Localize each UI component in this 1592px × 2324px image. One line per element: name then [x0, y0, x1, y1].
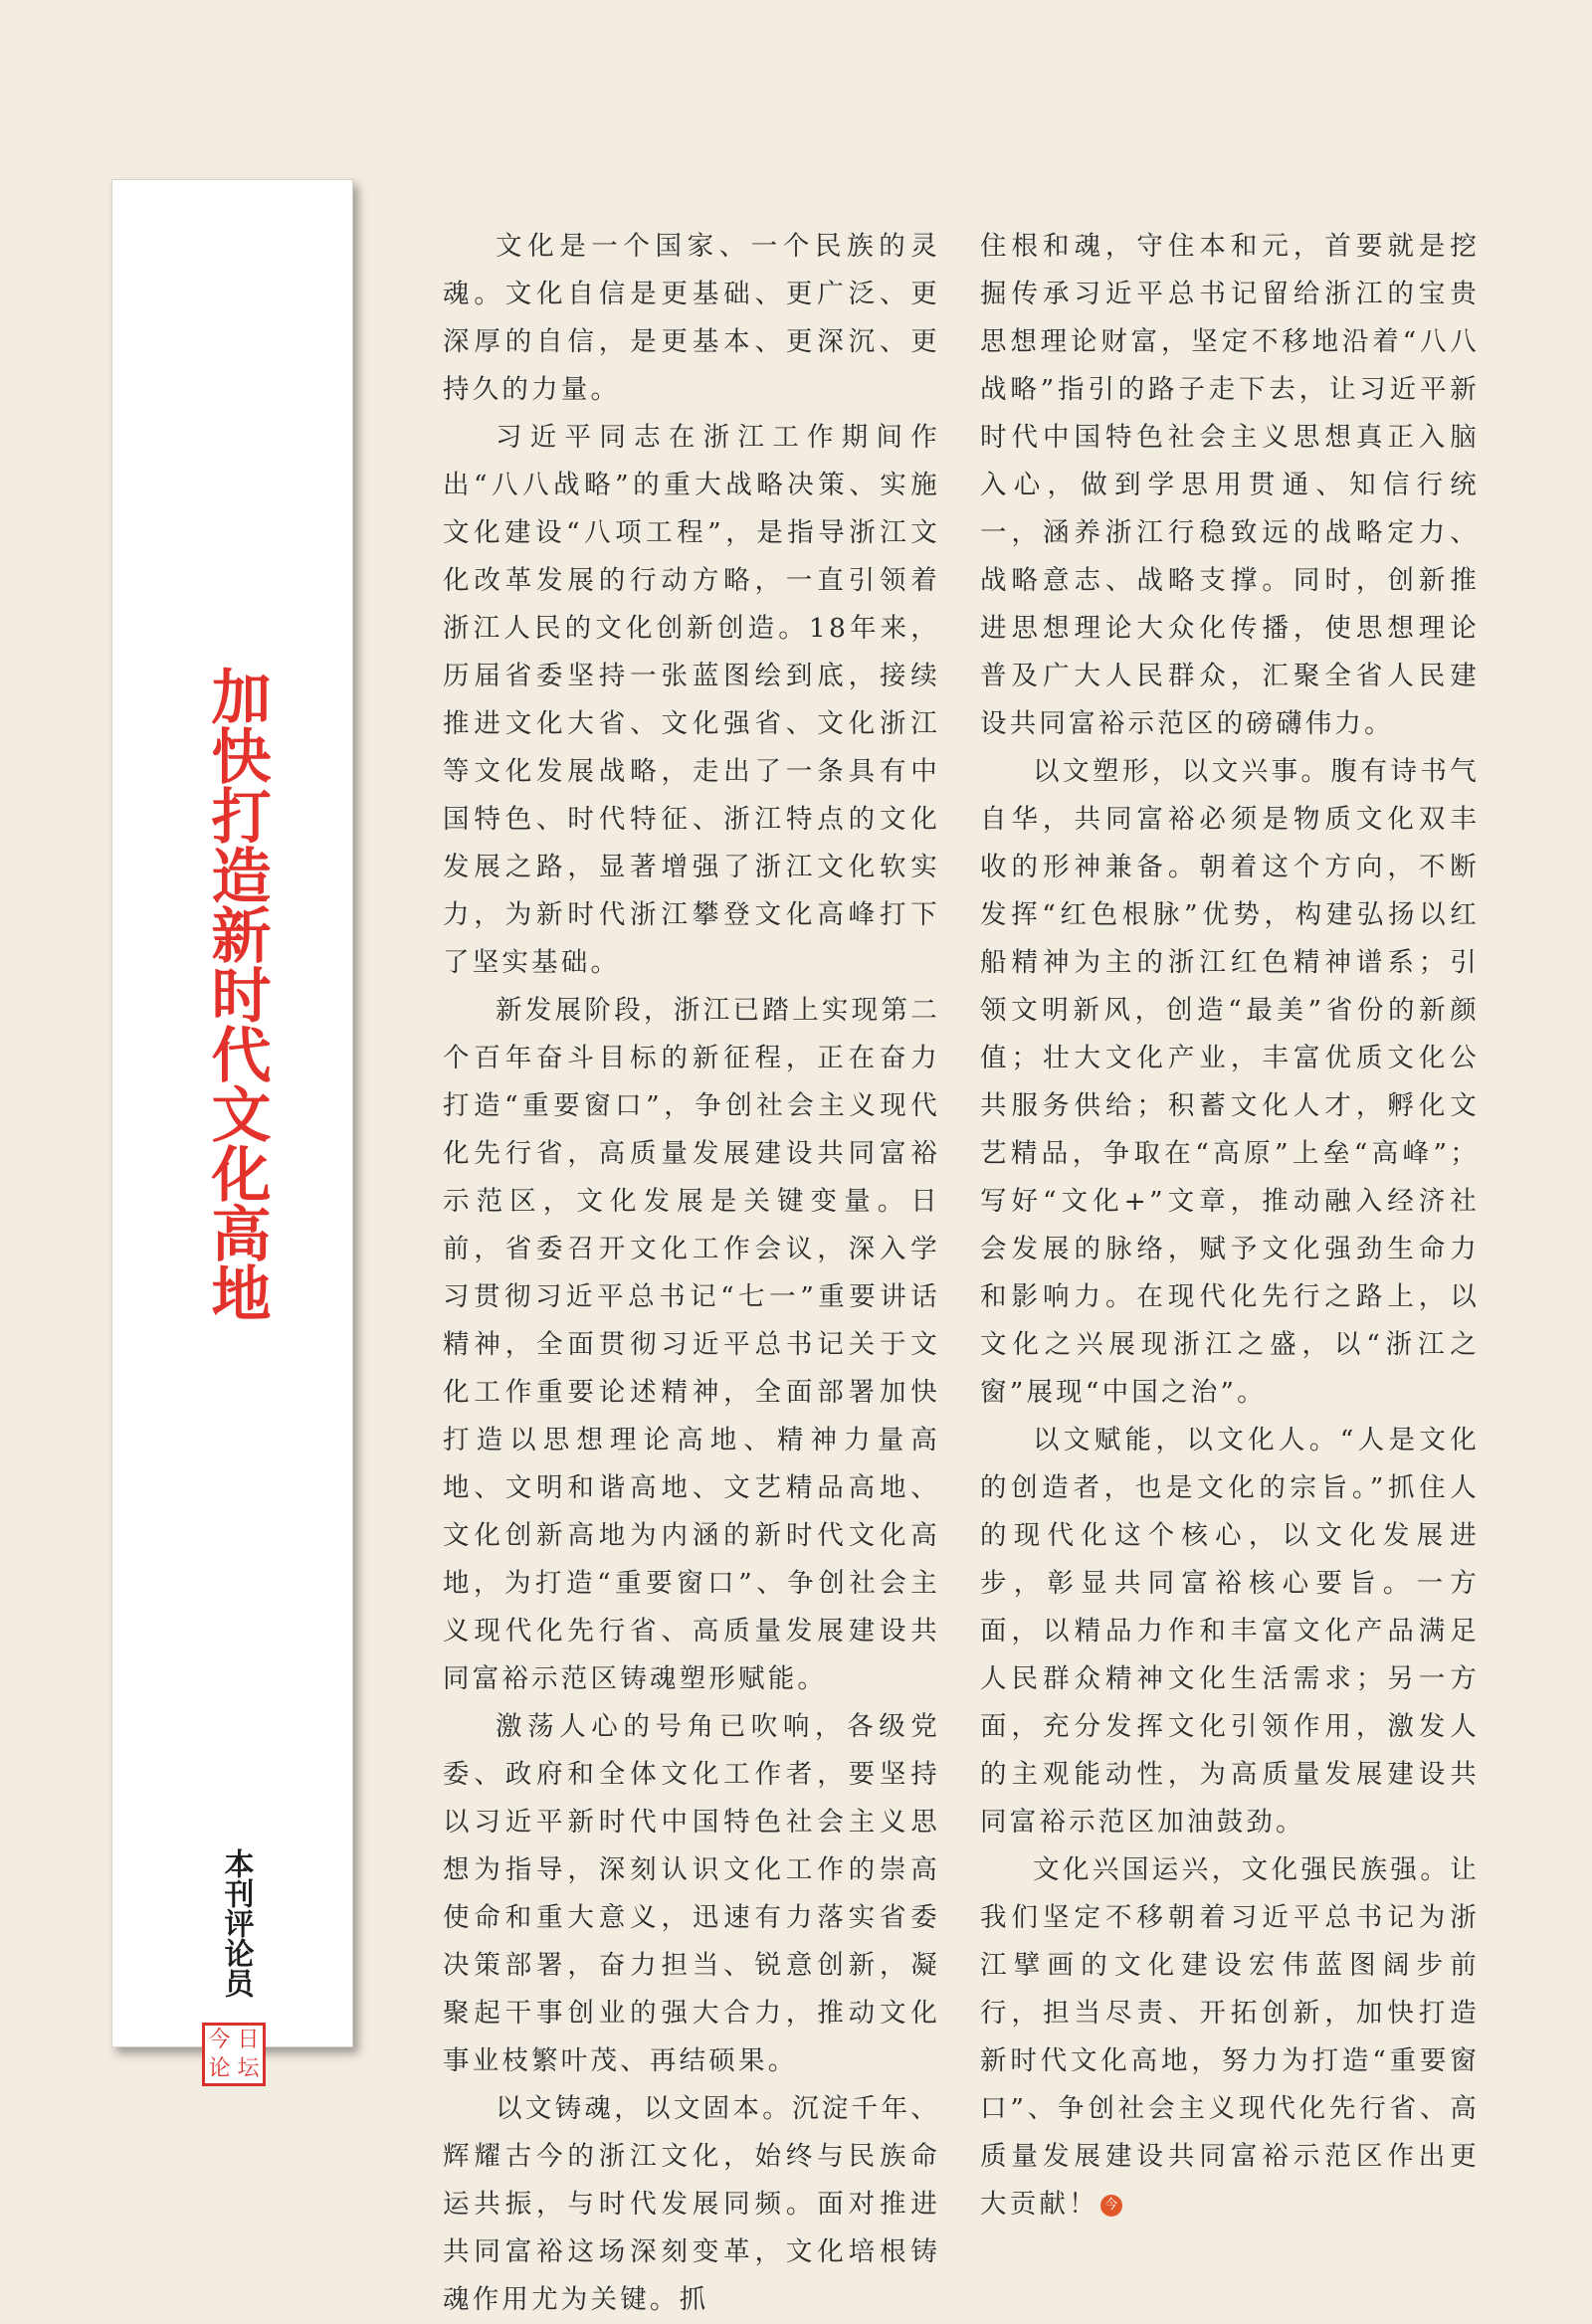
closing-text: 文化兴国运兴，文化强民族强。让我们坚定不移朝着习近平总书记为浙江擘画的文化建设宏伟蓝图阔步前行，担当尽责、开拓创新，加快打造新时代文化高地，努力为打造“重要窗口”、争创社会主义现代化先行省、高质量发展建设共同富裕示范区作出更大贡献！	[980, 1854, 1480, 2220]
end-mark-icon: 今	[1100, 2195, 1122, 2217]
paragraph: 以文塑形，以文兴事。腹有诗书气自华，共同富裕必须是物质文化双丰收的形神兼备。朝着这个方向，不断发挥“红色根脉”优势，构建弘扬以红船精神为主的浙江红色精神谱系；引领文明新风，创造“最美”省份的新颜值；壮大文化产业，丰富优质文化公共服务供给；积蓄文化人才，孵化文艺精品，争取在“高原”上垒“高峰”；写好“文化+”文章，推动融入经济社会发展的脉络，赋予文化强劲生命力和影响力。在现代化先行之路上，以文化之兴展现浙江之盛，以“浙江之窗”展现“中国之治”。	[980, 756, 1480, 1408]
seal-char: 论	[208, 2055, 231, 2081]
seal-char: 坛	[237, 2055, 260, 2081]
seal-char: 日	[237, 2027, 260, 2052]
article-column-right	[980, 223, 1480, 2228]
closing-paragraph	[980, 1846, 1480, 2228]
paragraph-continuation: 住根和魂，守住本和元，首要就是挖掘传承习近平总书记留给浙江的宝贵思想理论财富，坚定不移地沿着“八八战略”指引的路子走下去，让习近平新时代中国特色社会主义思想真正入脑入心，做到学思用贯通、知信行统一，涵养浙江行稳致远的战略定力、战略意志、战略支撑。同时，创新推进思想理论大众化传播，使思想理论普及广大人民群众，汇聚全省人民建设共同富裕示范区的磅礴伟力。	[980, 231, 1480, 739]
article-column-left	[443, 223, 940, 2324]
title-sidebar	[111, 179, 353, 2081]
paragraph: 新发展阶段，浙江已踏上实现第二个百年奋斗目标的新征程，正在奋力打造“重要窗口”，争创社会主义现代化先行省，高质量发展建设共同富裕示范区，文化发展是关键变量。日前，省委召开文化工作会议，深入学习贯彻习近平总书记“七一”重要讲话精神，全面贯彻习近平总书记关于文化工作重要论述精神，全面部署加快打造以思想理论高地、精神力量高地、文明和谐高地、文艺精品高地、文化创新高地为内涵的新时代文化高地，为打造“重要窗口”、争创社会主义现代化先行省、高质量发展建设共同富裕示范区铸魂塑形赋能。	[443, 995, 940, 1694]
paragraph: 习近平同志在浙江工作期间作出“八八战略”的重大战略决策、实施文化建设“八项工程”，是指导浙江文化改革发展的行动方略，一直引领着浙江人民的文化创新创造。18年来，历届省委坚持一张蓝图绘到底，接续推进文化大省、文化强省、文化浙江等文化发展战略，走出了一条具有中国特色、时代特征、浙江特点的文化发展之路，显著增强了浙江文化软实力，为新时代浙江攀登文化高峰打下了坚实基础。	[443, 422, 940, 978]
paragraph: 激荡人心的号角已吹响，各级党委、政府和全体文化工作者，要坚持以习近平新时代中国特色社会主义思想为指导，深刻认识文化工作的崇高使命和重大意义，迅速有力落实省委决策部署，奋力担当、锐意创新，凝聚起干事创业的强大合力，推动文化事业枝繁叶茂、再结硕果。	[443, 1711, 940, 2076]
paragraph: 以文铸魂，以文固本。沉淀千年、辉耀古今的浙江文化，始终与民族命运共振，与时代发展同频。面对推进共同富裕这场深刻变革，文化培根铸魂作用尤为关键。抓	[443, 2093, 940, 2315]
paragraph: 以文赋能，以文化人。“人是文化的创造者，也是文化的宗旨。”抓住人的现代化这个核心，以文化发展进步，彰显共同富裕核心要旨。一方面，以精品力作和丰富文化产品满足人民群众精神文化生活需求；另一方面，充分发挥文化引领作用，激发人的主观能动性，为高质量发展建设共同富裕示范区加油鼓劲。	[980, 1425, 1480, 1838]
article-title: 加快打造新时代文化高地	[201, 666, 272, 1322]
author-byline: 本刊评论员	[218, 1848, 254, 1998]
seal-char: 今	[208, 2027, 231, 2052]
seal-stamp-icon	[202, 2023, 266, 2086]
paragraph: 文化是一个国家、一个民族的灵魂。文化自信是更基础、更广泛、更深厚的自信，是更基本、更深沉、更持久的力量。	[443, 231, 940, 405]
